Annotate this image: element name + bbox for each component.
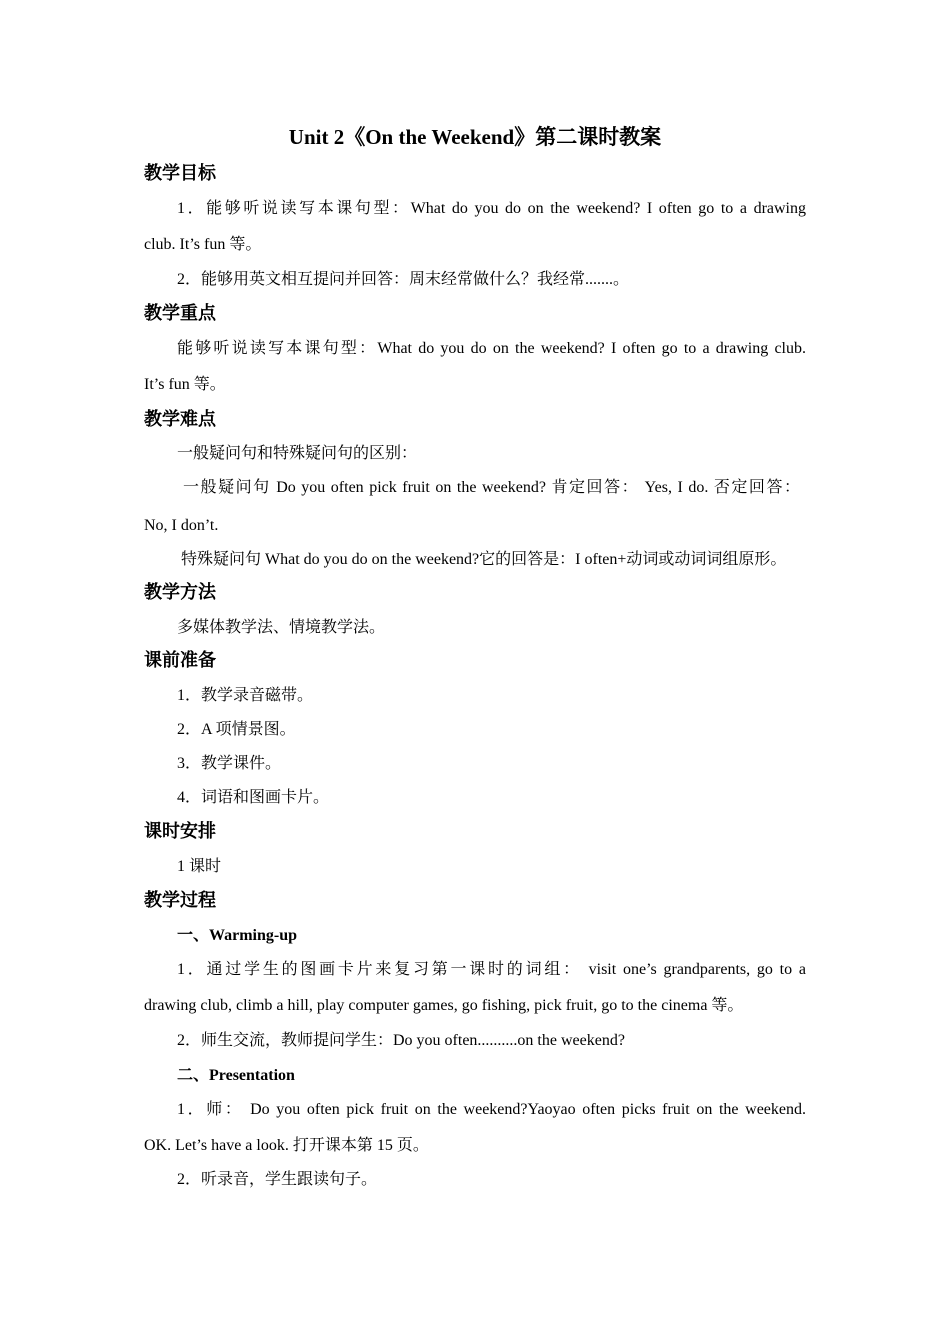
key-points-line-1: 能够听说读写本课句型：What do you do on the weekend? I often go to a drawing club. bbox=[177, 340, 806, 357]
preparation-heading: 课前准备 bbox=[144, 650, 216, 671]
difficulties-line-1: 一般疑问句和特殊疑问句的区别： bbox=[177, 445, 418, 462]
presentation-heading: 二、Presentation bbox=[177, 1067, 295, 1084]
warmup-item-2: 2．师生交流，教师提问学生：Do you often..........on the weekend? bbox=[177, 1032, 625, 1049]
methods-heading: 教学方法 bbox=[144, 582, 216, 603]
document-title: Unit 2《On the Weekend》第二课时教案 bbox=[288, 125, 662, 149]
difficulties-line-4: 特殊疑问句 What do you do on the weekend?它的回答是：I often+动词或动词词组原形。 bbox=[181, 551, 787, 568]
warmup-heading: 一、Warming-up bbox=[177, 927, 298, 944]
presentation-item-1-line-2: OK. Let’s have a look. 打开课本第 15 页。 bbox=[144, 1137, 429, 1154]
methods-line-1: 多媒体教学法、情境教学法。 bbox=[177, 619, 386, 636]
preparation-item: 2．A 项情景图。 bbox=[177, 721, 296, 738]
preparation-item: 1．教学录音磁带。 bbox=[177, 687, 314, 704]
warmup-item-1-line-1: 1．通过学生的图画卡片来复习第一课时的词组： visit one’s grandparents, go to a bbox=[177, 961, 806, 978]
objectives-item-1-line-1: 1．能够听说读写本课句型：What do you do on the weekend? I often go to a drawing bbox=[177, 200, 806, 217]
objectives-item-2: 2．能够用英文相互提问并回答：周末经常做什么？我经常.......。 bbox=[177, 271, 630, 288]
difficulties-line-3: No, I don’t. bbox=[144, 517, 219, 534]
schedule-line-1: 1 课时 bbox=[177, 858, 222, 875]
presentation-item-1-line-1: 1．师： Do you often pick fruit on the weekend?Yaoyao often picks fruit on the weekend. bbox=[177, 1101, 806, 1118]
presentation-item-2: 2．听录音，学生跟读句子。 bbox=[177, 1171, 378, 1188]
difficulties-heading: 教学难点 bbox=[144, 409, 216, 430]
preparation-item: 4．词语和图画卡片。 bbox=[177, 789, 330, 806]
objectives-heading: 教学目标 bbox=[144, 163, 216, 184]
warmup-item-1-line-2: drawing club, climb a hill, play computer games, go fishing, pick fruit, go to the cinema 等。 bbox=[144, 997, 744, 1014]
objectives-item-1-line-2: club. It’s fun 等。 bbox=[144, 236, 262, 253]
schedule-heading: 课时安排 bbox=[144, 821, 216, 842]
difficulties-line-2: 一般疑问句 Do you often pick fruit on the weekend? 肯定回答： Yes, I do. 否定回答： bbox=[183, 479, 800, 496]
key-points-heading: 教学重点 bbox=[144, 303, 216, 324]
process-heading: 教学过程 bbox=[144, 890, 216, 911]
key-points-line-2: It’s fun 等。 bbox=[144, 376, 226, 393]
preparation-item: 3．教学课件。 bbox=[177, 755, 282, 772]
